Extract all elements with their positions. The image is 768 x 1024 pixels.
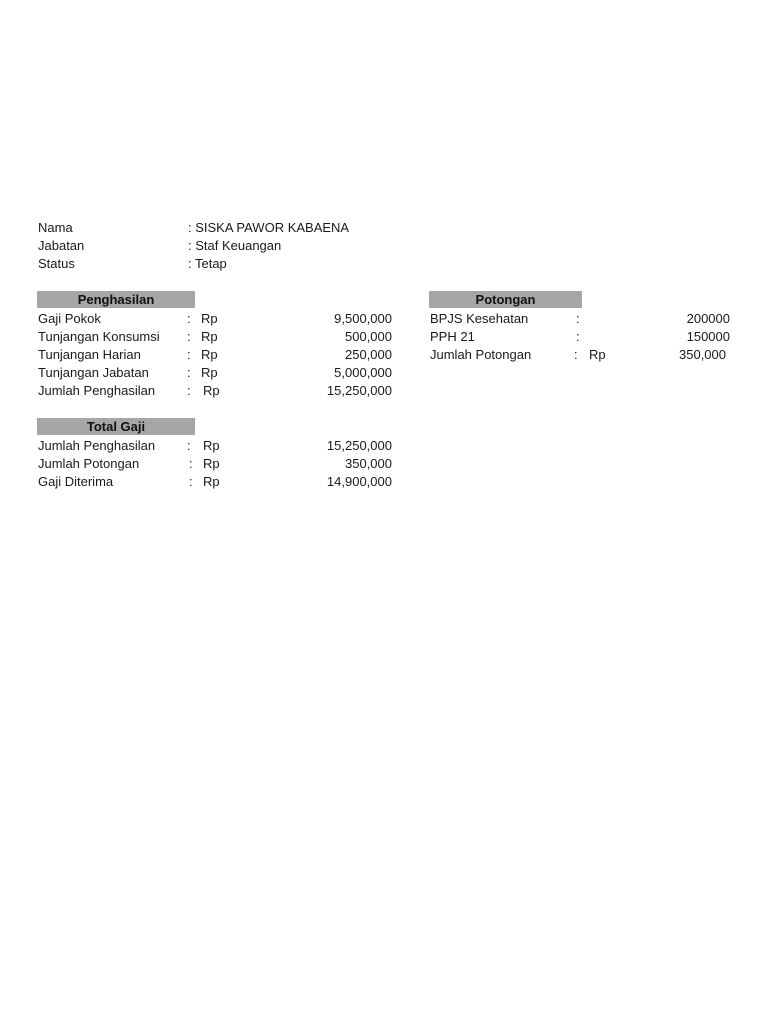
nama-label: Nama (38, 220, 73, 235)
penghasilan-amount-tunjangan-jabatan: 5,000,000 (334, 365, 392, 380)
penghasilan-colon: : (187, 329, 191, 344)
jabatan-label: Jabatan (38, 238, 85, 253)
penghasilan-label-gaji-pokok: Gaji Pokok (38, 311, 101, 326)
potongan-label-bpjs: BPJS Kesehatan (430, 311, 529, 326)
penghasilan-colon: : (187, 347, 191, 362)
penghasilan-currency: Rp (201, 365, 218, 380)
total-amount-jumlah-potongan: 350,000 (345, 456, 392, 471)
penghasilan-currency: Rp (203, 383, 220, 398)
penghasilan-currency: Rp (201, 329, 218, 344)
nama-value: : SISKA PAWOR KABAENA (188, 220, 350, 235)
total-label-gaji-diterima: Gaji Diterima (38, 474, 114, 489)
potongan-colon: : (574, 347, 578, 362)
penghasilan-colon: : (187, 311, 191, 326)
penghasilan-label-tunjangan-jabatan: Tunjangan Jabatan (38, 365, 149, 380)
total-label-jumlah-penghasilan: Jumlah Penghasilan (38, 438, 156, 453)
total-currency: Rp (203, 456, 220, 471)
potongan-label-jumlah: Jumlah Potongan (430, 347, 532, 362)
potongan-label-pph21: PPH 21 (430, 329, 475, 344)
total-amount-gaji-diterima: 14,900,000 (326, 474, 392, 489)
penghasilan-colon: : (187, 365, 191, 380)
potongan-colon: : (576, 311, 580, 326)
status-label: Status (38, 256, 75, 271)
penghasilan-amount-jumlah: 15,250,000 (326, 383, 392, 398)
total-colon: : (189, 474, 193, 489)
penghasilan-colon: : (187, 383, 191, 398)
penghasilan-label-tunjangan-harian: Tunjangan Harian (38, 347, 141, 362)
penghasilan-label-jumlah: Jumlah Penghasilan (38, 383, 156, 398)
potongan-amount-jumlah: 350,000 (679, 347, 726, 362)
potongan-amount-bpjs: 200000 (686, 311, 730, 326)
potongan-header: Potongan (429, 291, 582, 308)
total-amount-jumlah-penghasilan: 15,250,000 (326, 438, 392, 453)
total-currency: Rp (203, 438, 220, 453)
potongan-currency: Rp (589, 347, 606, 362)
potongan-colon: : (576, 329, 580, 344)
penghasilan-amount-tunjangan-konsumsi: 500,000 (345, 329, 392, 344)
penghasilan-header: Penghasilan (37, 291, 195, 308)
penghasilan-label-tunjangan-konsumsi: Tunjangan Konsumsi (38, 329, 160, 344)
total-colon: : (189, 456, 193, 471)
penghasilan-amount-tunjangan-harian: 250,000 (345, 347, 392, 362)
penghasilan-currency: Rp (201, 311, 218, 326)
potongan-amount-pph21: 150000 (686, 329, 730, 344)
total-colon: : (187, 438, 191, 453)
total-label-jumlah-potongan: Jumlah Potongan (38, 456, 140, 471)
status-value: : Tetap (188, 256, 227, 271)
penghasilan-currency: Rp (201, 347, 218, 362)
penghasilan-amount-gaji-pokok: 9,500,000 (334, 311, 392, 326)
total-gaji-header: Total Gaji (37, 418, 195, 435)
jabatan-value: : Staf Keuangan (188, 238, 282, 253)
total-currency: Rp (203, 474, 220, 489)
